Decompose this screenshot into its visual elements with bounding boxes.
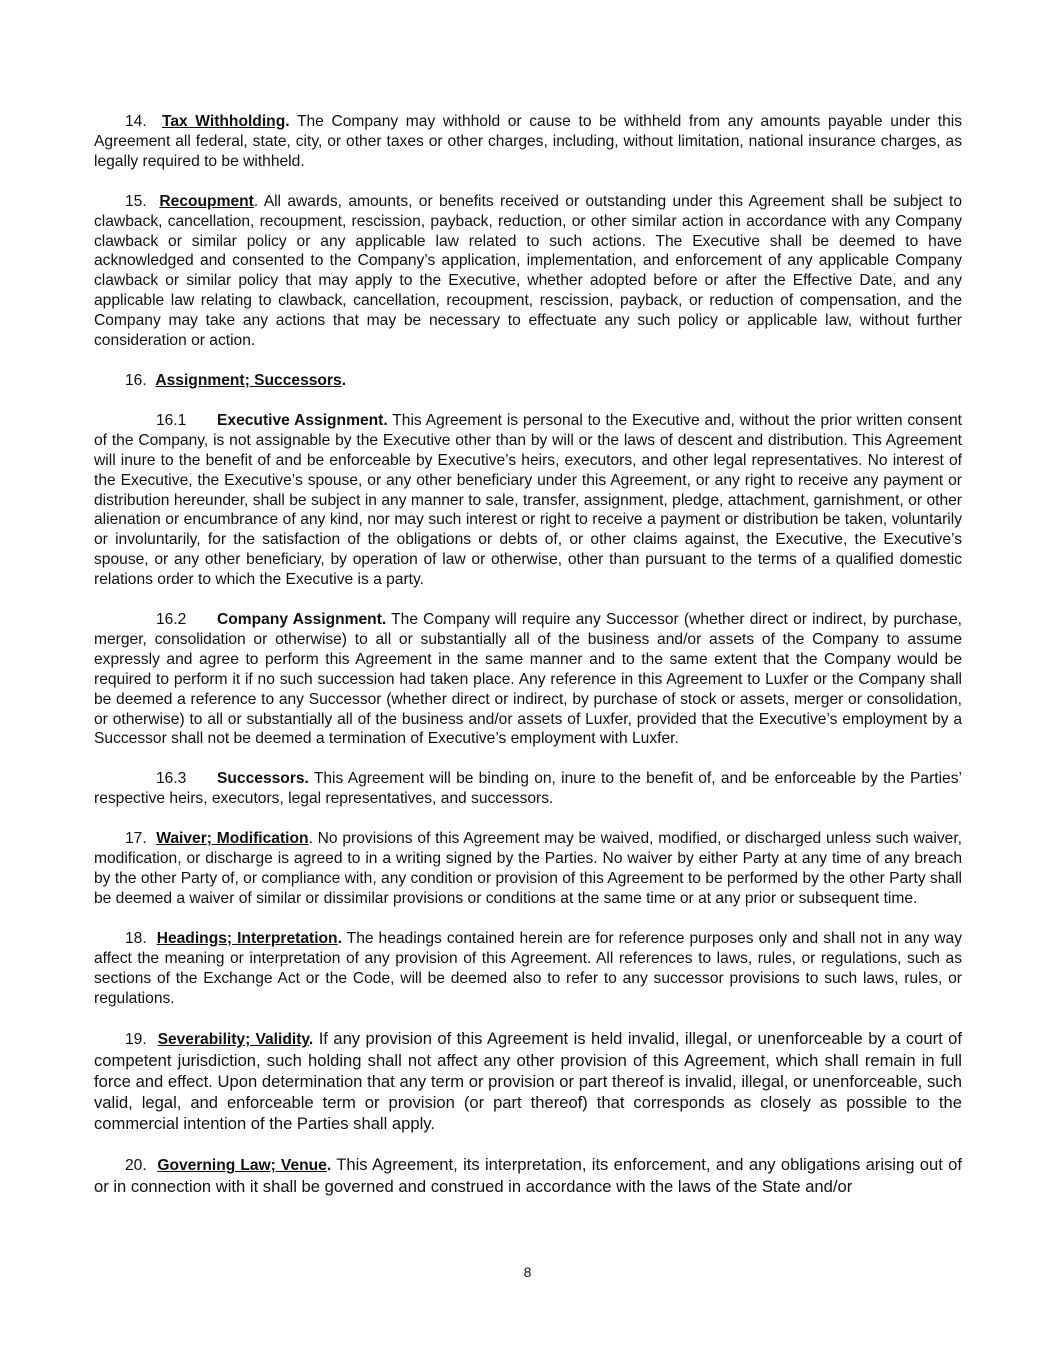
document-page: [94, 112, 962, 1197]
section-16: 16. Assignment; Successors.: [125, 371, 347, 389]
section-heading: Assignment; Successors: [155, 371, 342, 389]
section-number: 16.1: [156, 411, 187, 429]
section-body: If any provision of this Agreement is held invalid, illegal, or unenforceable by a court of competent jurisdiction, such holding shall not affect any other provision of this Agreement, which shall remain in full force and effect. Upon determination that any term or provision or part thereof is invalid, illegal, or unenforceable, such valid, legal, and enforceable term or provision (or part thereof) that corresponds as closely as possible to the commercial intention of the Parties shall apply.: [94, 1029, 962, 1134]
section-body: This Agreement is personal to the Executive and, without the prior written consent of the Company, is not assignable by the Executive other than by will or the laws of descent and distribution. This Agreement will inure to the benefit of and be enforceable by Executive’s heirs, executors, and other legal representatives. No interest of the Executive, the Executive’s spouse, or any other beneficiary under this Agreement, or any right to receive any payment or distribution hereunder, shall be subject in any manner to sale, transfer, assignment, pledge, attachment, garnishment, or other alienation or encumbrance of any kind, nor may such interest or right to receive a payment or distribution be taken, voluntarily or involuntarily, for the satisfaction of the obligations or debts of, or other claims against, the Executive, the Executive’s spouse, or any other beneficiary, by operation of law or otherwise, other than pursuant to the terms of a qualified domestic relations order to which the Executive is a party.: [94, 411, 962, 589]
section-heading: Executive Assignment.: [217, 411, 388, 429]
section-heading: Recoupment: [159, 192, 254, 210]
section-17: 17. Waiver; Modification. No provisions of this Agreement may be waived, modified, or discharged unless such waiver, modification, or discharge is agreed to in a writing signed by the Parties. No waiver by either Party at any time of any breach by the other Party of, or compliance with, any condition or provision of this Agreement to be performed by the other Party shall be deemed a waiver of similar or dissimilar provisions or conditions at the same time or at any prior or subsequent time.: [94, 830, 963, 907]
section-heading: Tax Withholding: [161, 113, 286, 130]
section-16-2: [94, 610, 962, 749]
section-body: The Company may withhold or cause to be withheld from any amounts payable under this Agreement all federal, state, city, or other taxes or other charges, including, without limitation, national insurance charges, as legally required to be withheld.: [94, 113, 963, 170]
section-number: 16.3: [156, 770, 187, 788]
section-body: All awards, amounts, or benefits received or outstanding under this Agreement shall be subject to clawback, cancellation, recoupment, rescission, payback, reduction, or other similar action in accordance with any Company clawback or similar policy or any applicable law related to such actions. The Executive shall be deemed to have acknowledged and consented to the Company’s application, implementation, and enforcement of any applicable Company clawback or similar policy that may apply to the Executive, whether adopted before or after the Effective Date, and any applicable law relating to clawback, cancellation, recoupment, rescission, payback, or reduction of compensation, and the Company may take any actions that may be necessary to effectuate any such policy or applicable law, without further consideration or action.: [94, 192, 962, 350]
section-heading: Severability; Validity: [157, 1031, 309, 1049]
section-number: 17.: [125, 830, 147, 848]
section-body: This Agreement will be binding on, inure to the benefit of, and be enforceable by the Parties’ respective heirs, executors, legal representatives, and successors.: [94, 770, 962, 808]
section-19: 19. Severability; Validity. If any provision of this Agreement is held invalid, illegal, or unenforceable by a court of competent jurisdiction, such holding shall not affect any other provision of this Agreement, which shall remain in full force and effect. Upon determination that any term or provision or part thereof is invalid, illegal, or unenforceable, such valid, legal, and enforceable term or provision (or part thereof) that corresponds as closely as possible to the commercial intention of the Parties shall apply.: [94, 1029, 962, 1134]
section-20: 20. Governing Law; Venue. This Agreement, its interpretation, its enforcement, and any obligations arising out of or in connection with it shall be governed and construed in accordance with the laws of the State and/or: [94, 1155, 962, 1197]
section-number: 20.: [125, 1157, 147, 1175]
section-body: No provisions of this Agreement may be waived, modified, or discharged unless such waiver, modification, or discharge is agreed to in a writing signed by the Parties. No waiver by either Party at any time of any breach by the other Party of, or compliance with, any condition or provision of this Agreement to be performed by the other Party shall be deemed a waiver of similar or dissimilar provisions or conditions at the same time or at any prior or subsequent time.: [94, 830, 963, 907]
section-16-3: [94, 769, 962, 809]
section-number: 16.: [125, 371, 147, 389]
section-body: This Agreement, its interpretation, its enforcement, and any obligations arising out of or in connection with it shall be governed and construed in accordance with the laws of the State and/or: [94, 1155, 962, 1197]
section-number: 16.2: [156, 611, 187, 629]
section-heading: Successors.: [217, 770, 309, 788]
section-14: 14. Tax Withholding. The Company may withhold or cause to be withheld from any amounts payable under this Agreement all federal, state, city, or other taxes or other charges, including, without limitation, national insurance charges, as legally required to be withheld.: [94, 113, 963, 170]
section-number: 19.: [125, 1031, 147, 1049]
section-heading: Waiver; Modification: [156, 830, 309, 848]
section-heading: Company Assignment.: [217, 611, 387, 629]
section-number: 18.: [125, 929, 147, 947]
section-heading: Headings; Interpretation: [156, 929, 338, 947]
section-15: 15. Recoupment. All awards, amounts, or benefits received or outstanding under this Agreement shall be subject to clawback, cancellation, recoupment, rescission, payback, reduction, or other similar action in accordance with any Company clawback or similar policy or any applicable law related to such actions. The Executive shall be deemed to have acknowledged and consented to the Company’s application, implementation, and enforcement of any applicable Company clawback or similar policy that may apply to the Executive, whether adopted before or after the Effective Date, and any applicable law relating to clawback, cancellation, recoupment, rescission, payback, or reduction of compensation, and the Company may take any actions that may be necessary to effectuate any such policy or applicable law, without further consideration or action.: [94, 192, 962, 350]
section-number: 15.: [125, 192, 147, 210]
section-body: The headings contained herein are for reference purposes only and shall not in any way affect the meaning or interpretation of any provision of this Agreement. All references to laws, rules, or regulations, such as sections of the Exchange Act or the Code, will be deemed also to refer to any successor provisions to such laws, rules, or regulations.: [94, 929, 962, 1007]
section-number: 14.: [125, 113, 147, 130]
section-18: 18. Headings; Interpretation. The headings contained herein are for reference purposes only and shall not in any way affect the meaning or interpretation of any provision of this Agreement. All references to laws, rules, or regulations, such as sections of the Exchange Act or the Code, will be deemed also to refer to any successor provisions to such laws, rules, or regulations.: [94, 929, 962, 1007]
section-heading: Governing Law; Venue: [157, 1157, 327, 1175]
section-body: The Company will require any Successor (whether direct or indirect, by purchase, merger, consolidation or otherwise) to all or substantially all of the business and/or assets of the Company to assume expressly and agree to perform this Agreement in the same manner and to the same extent that the Company would be required to perform it if no such succession had taken place. Any reference in this Agreement to Luxfer or the Company shall be deemed a reference to any Successor (whether direct or indirect, by purchase of stock or assets, merger or consolidation, or otherwise) to all or substantially all of the business and/or assets of Luxfer, provided that the Executive’s employment by a Successor shall not be deemed a termination of Executive’s employment with Luxfer.: [94, 611, 963, 748]
section-16-1: [94, 411, 962, 590]
page-number: 8: [523, 1264, 532, 1280]
